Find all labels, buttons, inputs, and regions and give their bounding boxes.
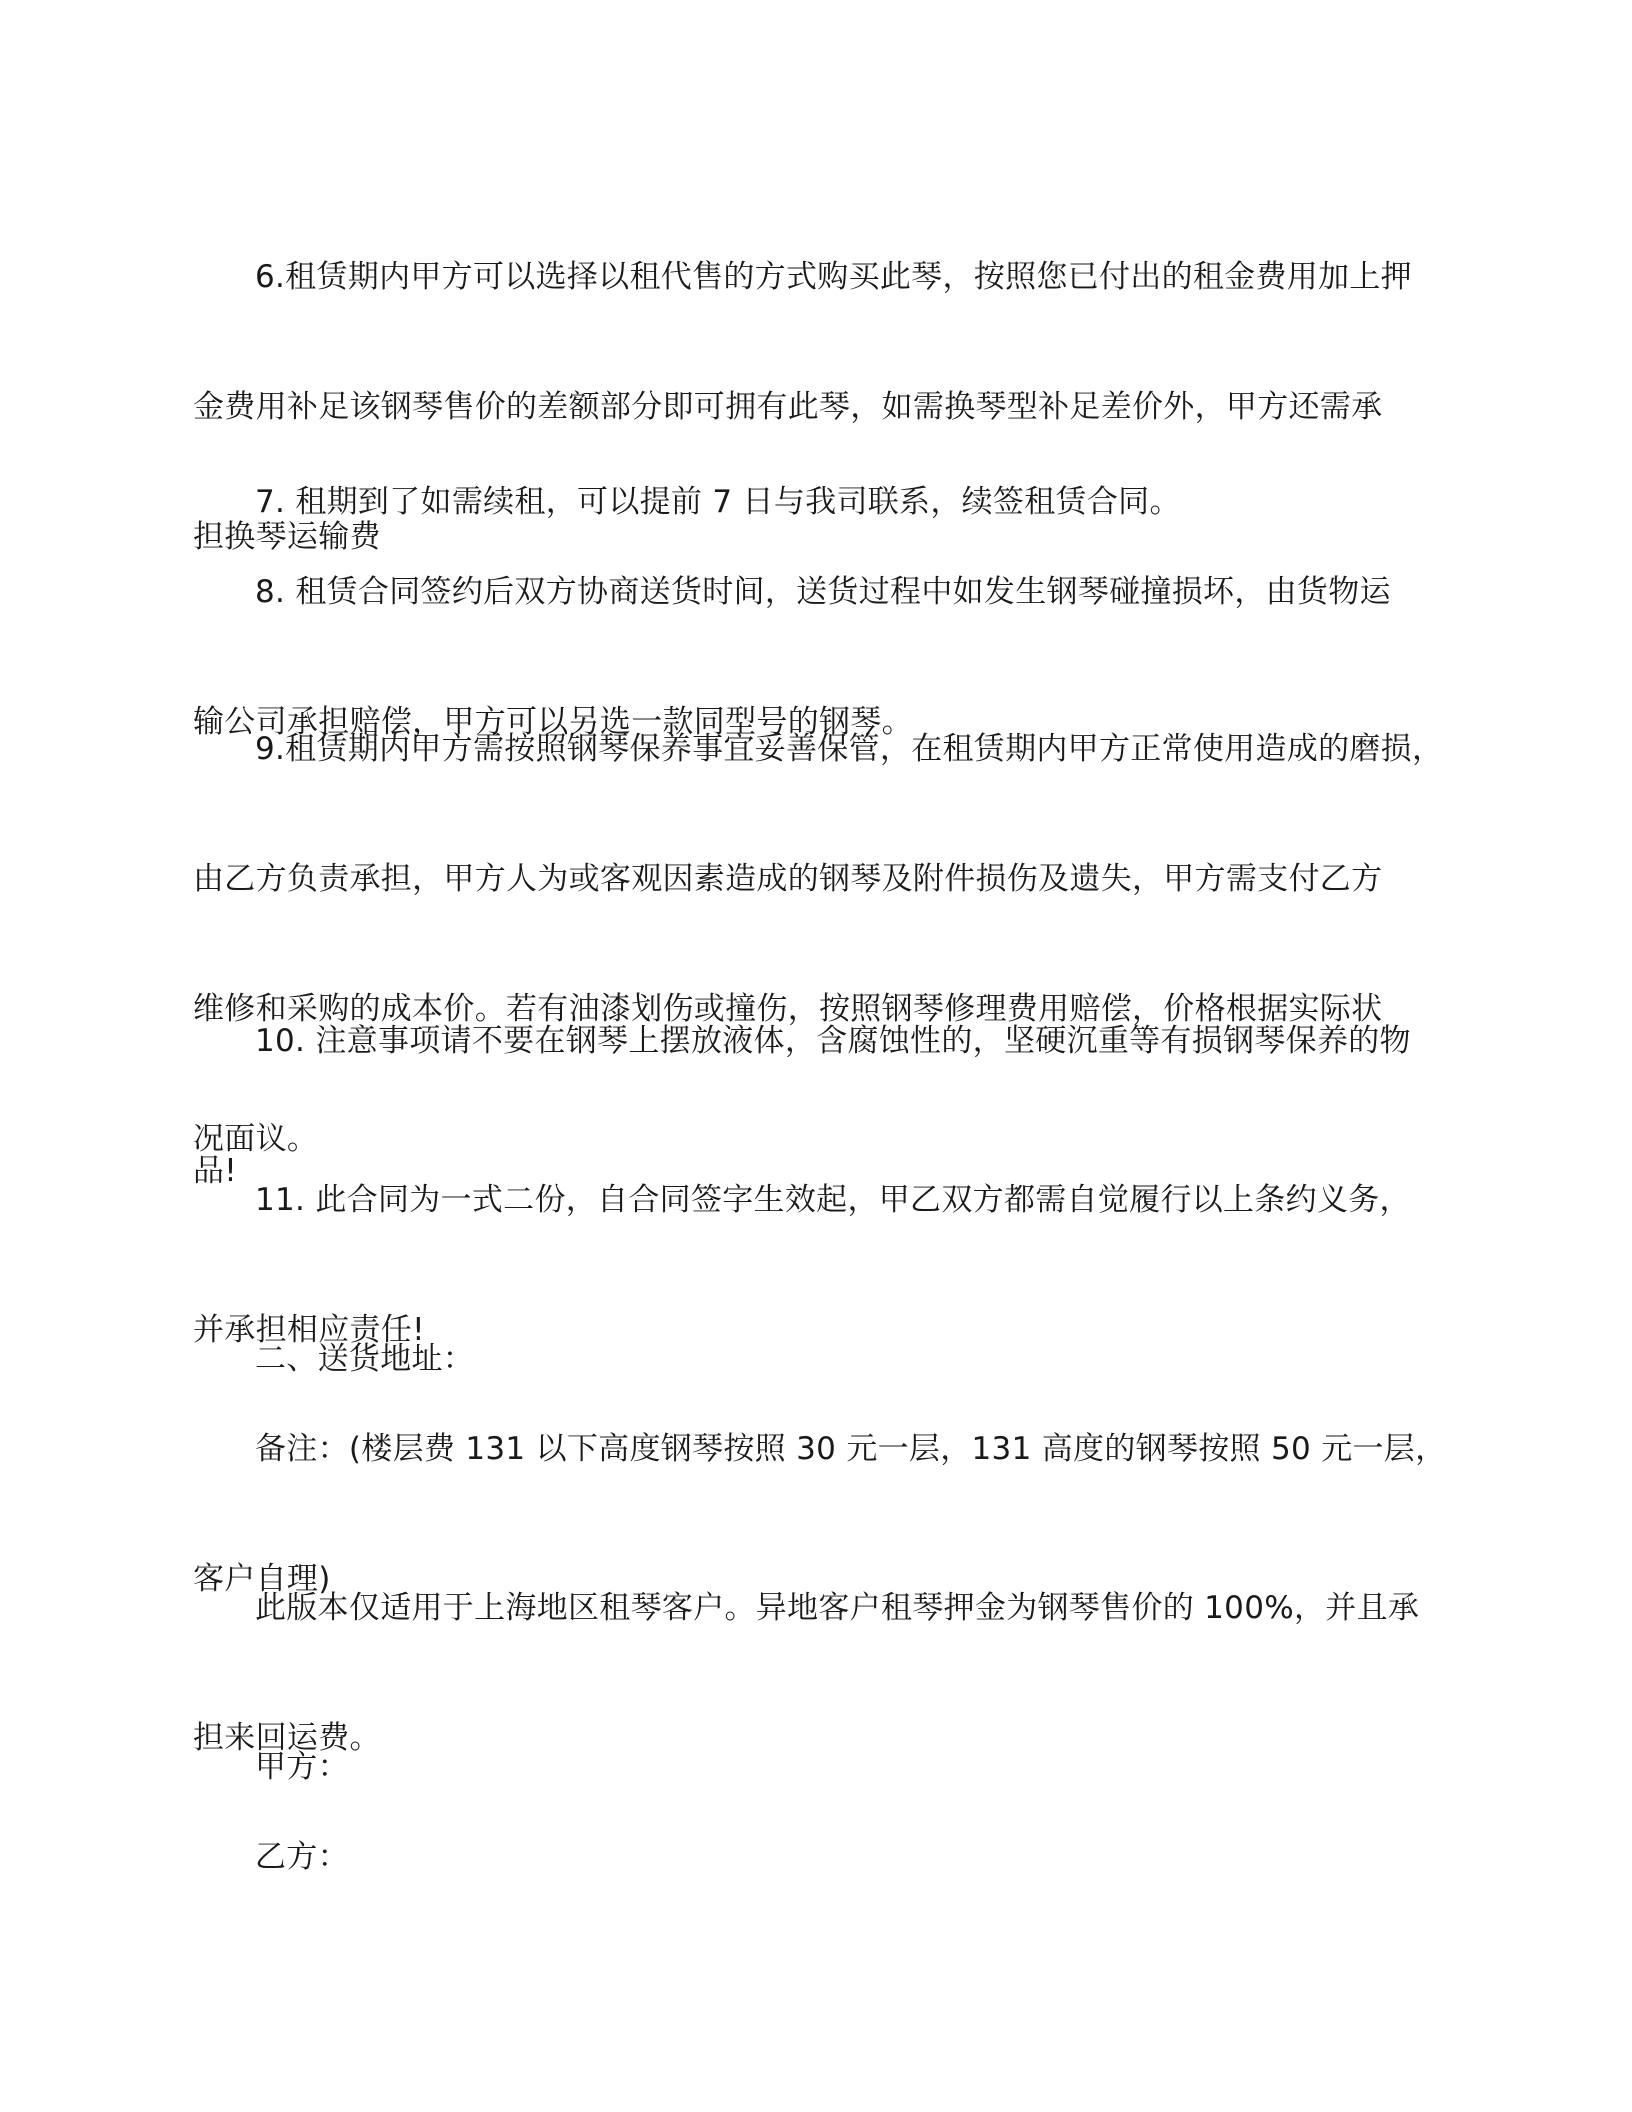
clause-6-line-3: 担换琴运输费 bbox=[193, 519, 381, 555]
clause-10-line-2: 品! bbox=[193, 1153, 238, 1189]
party-b-signature bbox=[193, 1760, 1453, 1955]
section-delivery-address-heading: 二、送货地址： bbox=[255, 1341, 475, 1377]
scope-line-2: 担来回运费。 bbox=[193, 1720, 381, 1756]
clause-9-line-3: 维修和采购的成本价。若有油漆划伤或撞伤，按照钢琴修理费用赔偿，价格根据实际状 bbox=[193, 991, 1383, 1027]
clause-7-line-1: 7. 租期到了如需续租，可以提前 7 日与我司联系，续签租赁合同。 bbox=[255, 484, 1181, 520]
clause-11-line-2: 并承担相应责任! bbox=[193, 1312, 425, 1348]
clause-9-line-4: 况面议。 bbox=[193, 1121, 319, 1157]
clause-9-line-1: 9.租赁期内甲方需按照钢琴保养事宜妥善保管，在租赁期内甲方正常使用造成的磨损， bbox=[255, 731, 1444, 767]
party-b-label: 乙方： bbox=[255, 1839, 349, 1875]
clause-9-line-2: 由乙方负责承担，甲方人为或客观因素造成的钢琴及附件损伤及遗失，甲方需支付乙方 bbox=[193, 861, 1383, 897]
clause-6-line-1: 6.租赁期内甲方可以选择以租代售的方式购买此琴，按照您已付出的租金费用加上押 bbox=[255, 259, 1412, 295]
remark-line-1: 备注：(楼层费 131 以下高度钢琴按照 30 元一层，131 高度的钢琴按照 50 元一层， bbox=[255, 1431, 1447, 1467]
clause-6-line-2: 金费用补足该钢琴售价的差额部分即可拥有此琴，如需换琴型补足差价外，甲方还需承 bbox=[193, 389, 1383, 425]
clause-8-line-2: 输公司承担赔偿，甲方可以另选一款同型号的钢琴。 bbox=[193, 704, 913, 740]
clause-11-line-1: 11. 此合同为一式二份，自合同签字生效起，甲乙双方都需自觉履行以上条约义务， bbox=[255, 1182, 1411, 1218]
scope-line-1: 此版本仅适用于上海地区租琴客户。异地客户租琴押金为钢琴售价的 100%，并且承 bbox=[255, 1590, 1420, 1626]
remark-line-2: 客户自理) bbox=[193, 1561, 331, 1597]
clause-10-line-1: 10. 注意事项请不要在钢琴上摆放液体，含腐蚀性的，坚硬沉重等有损钢琴保养的物 bbox=[255, 1023, 1411, 1059]
party-a-label: 甲方： bbox=[255, 1749, 349, 1785]
clause-8-line-1: 8. 租赁合同签约后双方协商送货时间，送货过程中如发生钢琴碰撞损坏，由货物运 bbox=[255, 574, 1391, 610]
